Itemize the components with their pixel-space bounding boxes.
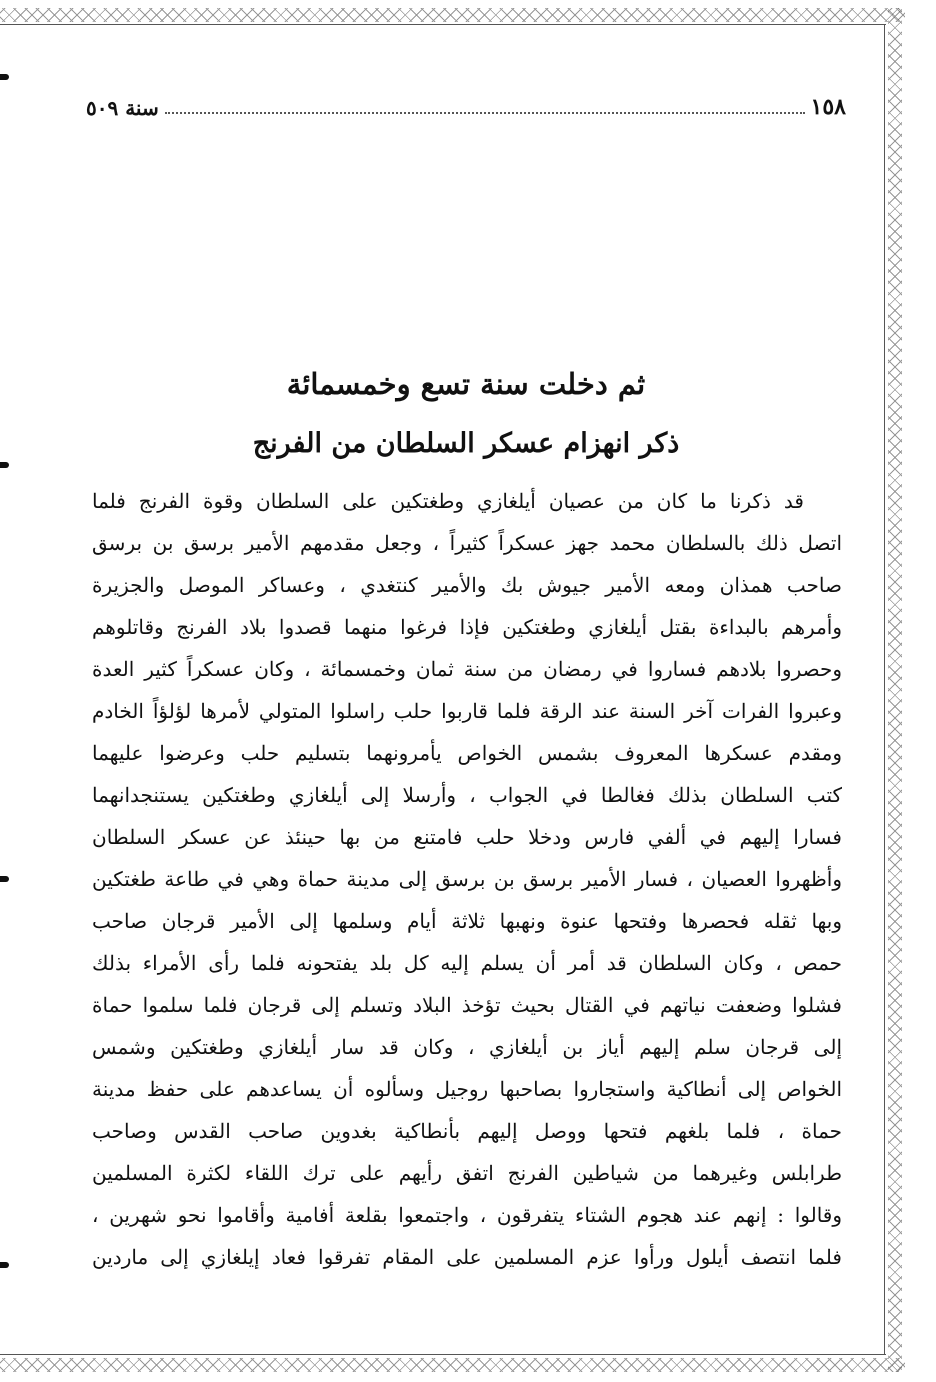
body-text xyxy=(92,480,842,1278)
text-line: كتب السلطان بذلك فغالطا في الجواب ، وأرسلا إلى أيلغازي وطغتكين يستنجدانهما xyxy=(92,783,842,807)
page-number: ١٥٨ xyxy=(810,94,846,120)
margin-mark xyxy=(0,1262,9,1268)
text-line: حماة ، فلما بلغهم فتحها ووصل إليهم بأنطاكية بغدوين صاحب القدس وصاحب xyxy=(92,1119,842,1143)
right-ornamental-border xyxy=(888,8,902,1372)
text-line: وبها ثقله فحصرها وفتحها عنوة ونهبها ثلاثة أيام وسلمها إلى الأمير قرجان صاحب xyxy=(92,909,842,933)
margin-mark xyxy=(0,462,9,468)
text-line: قد ذكرنا ما كان من عصيان أيلغازي وطغتكين على السلطان وقوة الفرنج فلما xyxy=(92,489,804,513)
chapter-title: ثم دخلت سنة تسع وخمسمائة xyxy=(286,367,646,401)
top-ornamental-border xyxy=(0,8,905,22)
text-line: وقالوا : إنهم عند هجوم الشتاء يتفرقون ، واجتمعوا بقلعة أفامية وأقاموا نحو شهرين ، xyxy=(92,1203,842,1227)
text-line: ومقدم عسكرها المعروف بشمس الخواص يأمرونهما بتسليم حلب وعرضوا عليهما xyxy=(92,741,842,765)
text-line: وأظهروا العصيان ، فسار الأمير برسق بن برسق إلى مدينة حماة وهي في طاعة طغتكين xyxy=(92,867,842,891)
text-line: فشلوا وضعفت نياتهم في القتال بحيث تؤخذ البلاد وتسلم إلى قرجان فلما سلموا حماة xyxy=(92,993,842,1017)
bottom-inner-rule xyxy=(0,1354,886,1355)
top-inner-rule xyxy=(0,24,886,25)
header-dotted-leader xyxy=(165,111,805,114)
text-line: فلما انتصف أيلول ورأوا عزم المسلمين على المقام تفرقوا فعاد إيلغازي إلى ماردين xyxy=(92,1245,842,1269)
text-line: طرابلس وغيرهما من شياطين الفرنج اتفق رأيهم على ترك اللقاء لكثرة المسلمين xyxy=(92,1161,842,1185)
section-title: ذكر انهزام عسكر السلطان من الفرنج xyxy=(252,428,680,459)
bottom-ornamental-border xyxy=(0,1358,905,1372)
text-line: حمص ، وكان السلطان قد أمر أن يسلم إليه كل بلد يفتحونه فلما رأى الأمراء بذلك xyxy=(92,951,842,975)
text-line: وأمرهم بالبداءة بقتل أيلغازي وطغتكين فإذا فرغوا منهما قصدوا بلاد الفرنج وقاتلوهم xyxy=(92,615,842,639)
text-line: فسارا إليهم في ألفي فارس ودخلا حلب فامتنع من بها حينئذ عن عسكر السلطان xyxy=(92,825,842,849)
right-inner-rule xyxy=(884,24,885,1355)
year-label: سنة ٥٠٩ xyxy=(86,96,159,120)
margin-mark xyxy=(0,74,9,80)
margin-mark xyxy=(0,876,9,882)
text-line: وعبروا الفرات آخر السنة عند الرقة فلما قاربوا حلب راسلوا المتولي لأمرها لؤلؤاً الخادم xyxy=(92,699,842,723)
running-header xyxy=(86,88,846,120)
text-line: صاحب همذان ومعه الأمير جيوش بك والأمير كنتغدي ، وعساكر الموصل والجزيرة xyxy=(92,573,842,597)
text-line: اتصل ذلك بالسلطان محمد جهز عسكراً كثيراً ، وجعل مقدمهم الأمير برسق بن برسق xyxy=(92,531,842,555)
text-line: وحصروا بلادهم فساروا في رمضان من سنة ثمان وخمسمائة ، وكان عسكراً كثير العدة xyxy=(92,657,842,681)
text-line: الخواص إلى أنطاكية واستجاروا بصاحبها روجيل وسألوه أن يساعدهم على حفظ مدينة xyxy=(92,1077,842,1101)
text-line: إلى قرجان سلم إليهم أياز بن أيلغازي ، وكان قد سار أيلغازي وطغتكين وشمس xyxy=(92,1035,842,1059)
